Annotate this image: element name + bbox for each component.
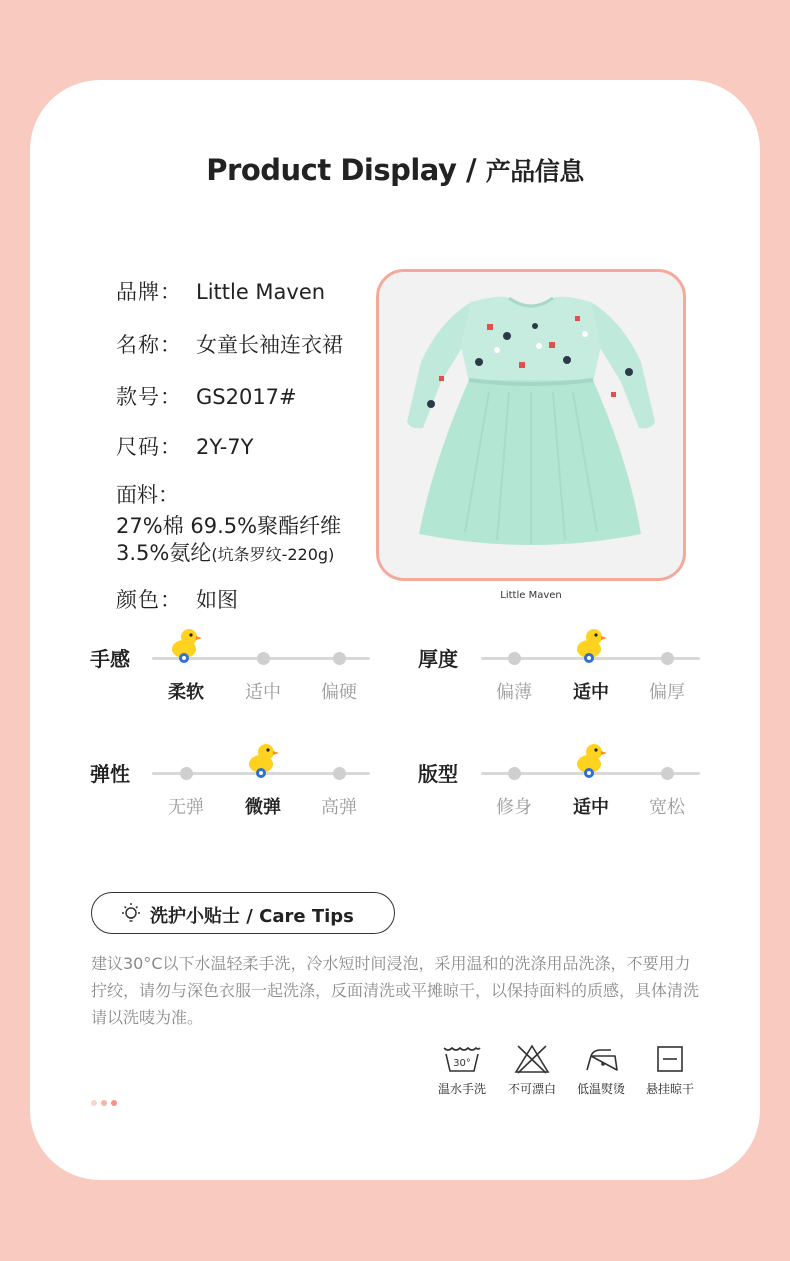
brand-key: 品牌： [116, 280, 182, 304]
model-row [116, 381, 297, 411]
scale-dot[interactable] [661, 767, 674, 780]
color-key: 颜色： [116, 588, 182, 612]
hand-wash-label: 温水手洗 [437, 1082, 486, 1096]
care-tips-title: 洗护小贴士 / Care Tips [150, 906, 354, 927]
scale-option: 偏硬 [321, 682, 357, 703]
scale-dot[interactable] [508, 652, 521, 665]
title-en: Product Display [206, 153, 457, 187]
scale-option: 适中 [573, 682, 609, 703]
duck-marker-icon[interactable] [574, 627, 608, 665]
duck-marker-icon[interactable] [246, 742, 280, 780]
scale-option: 偏厚 [649, 682, 685, 703]
wash-temp-label: 30° [453, 1058, 471, 1069]
page-title [0, 152, 790, 188]
low-iron-label: 低温熨烫 [576, 1082, 625, 1096]
color-value: 如图 [196, 588, 238, 612]
no-bleach-label: 不可漂白 [507, 1082, 556, 1096]
fabric-line-2-main: 3.5%氨纶 [116, 541, 212, 565]
scale-option: 微弹 [245, 797, 281, 818]
lightbulb-icon [120, 902, 142, 924]
page-dot [91, 1100, 97, 1106]
hang-dry-label: 悬挂晾干 [645, 1082, 694, 1096]
scale-option: 偏薄 [496, 682, 532, 703]
care-tips-heading [91, 892, 395, 934]
scale-option: 修身 [496, 797, 532, 818]
scale-dot[interactable] [661, 652, 674, 665]
photo-caption: Little Maven [500, 590, 562, 601]
size-value: 2Y-7Y [196, 435, 254, 459]
low-iron-icon [581, 1044, 621, 1074]
scale-option: 适中 [245, 682, 281, 703]
scale-option: 适中 [573, 797, 609, 818]
model-key: 款号： [116, 385, 182, 409]
scale-label: 版型 [418, 762, 458, 786]
name-key: 名称： [116, 333, 182, 357]
dress-illustration [379, 272, 683, 578]
page-dot [111, 1100, 117, 1106]
name-row [116, 329, 343, 359]
title-cn: 产品信息 [485, 157, 584, 186]
name-value: 女童长袖连衣裙 [196, 333, 343, 357]
title-separator: / [456, 153, 486, 187]
care-hand-wash [426, 1044, 498, 1097]
scale-option: 柔软 [168, 682, 204, 703]
care-low-iron [565, 1044, 637, 1097]
color-row [116, 584, 238, 614]
fabric-key: 面料： [116, 483, 179, 507]
duck-marker-icon[interactable] [169, 627, 203, 665]
brand-row [116, 276, 325, 306]
scale-label: 手感 [90, 647, 130, 671]
care-hang-dry [634, 1044, 706, 1097]
scale-label: 厚度 [418, 647, 458, 671]
no-bleach-icon [514, 1044, 550, 1074]
scale-option: 无弹 [168, 797, 204, 818]
hand-wash-30-icon [442, 1044, 482, 1074]
size-row [116, 431, 253, 461]
model-value: GS2017# [196, 385, 297, 409]
scale-dot[interactable] [333, 652, 346, 665]
care-tips-body: 建议30°C以下水温轻柔手洗，冷水短时间浸泡，采用温和的洗涤用品洗涤，不要用力拧绞，请勿与深色衣服一起洗涤，反面清洗或平摊晾干，以保持面料的质感，具体清洗请以洗唛为准。 [91, 954, 700, 1027]
size-key: 尺码： [116, 435, 182, 459]
page-dot [101, 1100, 107, 1106]
scale-dot[interactable] [180, 767, 193, 780]
duck-marker-icon[interactable] [574, 742, 608, 780]
product-photo [376, 269, 686, 581]
fabric-line-2-note: (坑条罗纹-220g) [211, 545, 335, 564]
scale-dot[interactable] [333, 767, 346, 780]
scale-dot[interactable] [257, 652, 270, 665]
scale-option: 宽松 [649, 797, 685, 818]
care-no-bleach [496, 1044, 568, 1097]
brand-value: Little Maven [196, 280, 326, 304]
pagination-dots [91, 1091, 121, 1110]
fabric-line-1: 27%棉 69.5%聚酯纤维 [116, 514, 342, 538]
hang-dry-icon [655, 1044, 685, 1074]
scale-dot[interactable] [508, 767, 521, 780]
scale-option: 高弹 [321, 797, 357, 818]
fabric-line-2 [116, 537, 334, 567]
scale-label: 弹性 [90, 762, 130, 786]
